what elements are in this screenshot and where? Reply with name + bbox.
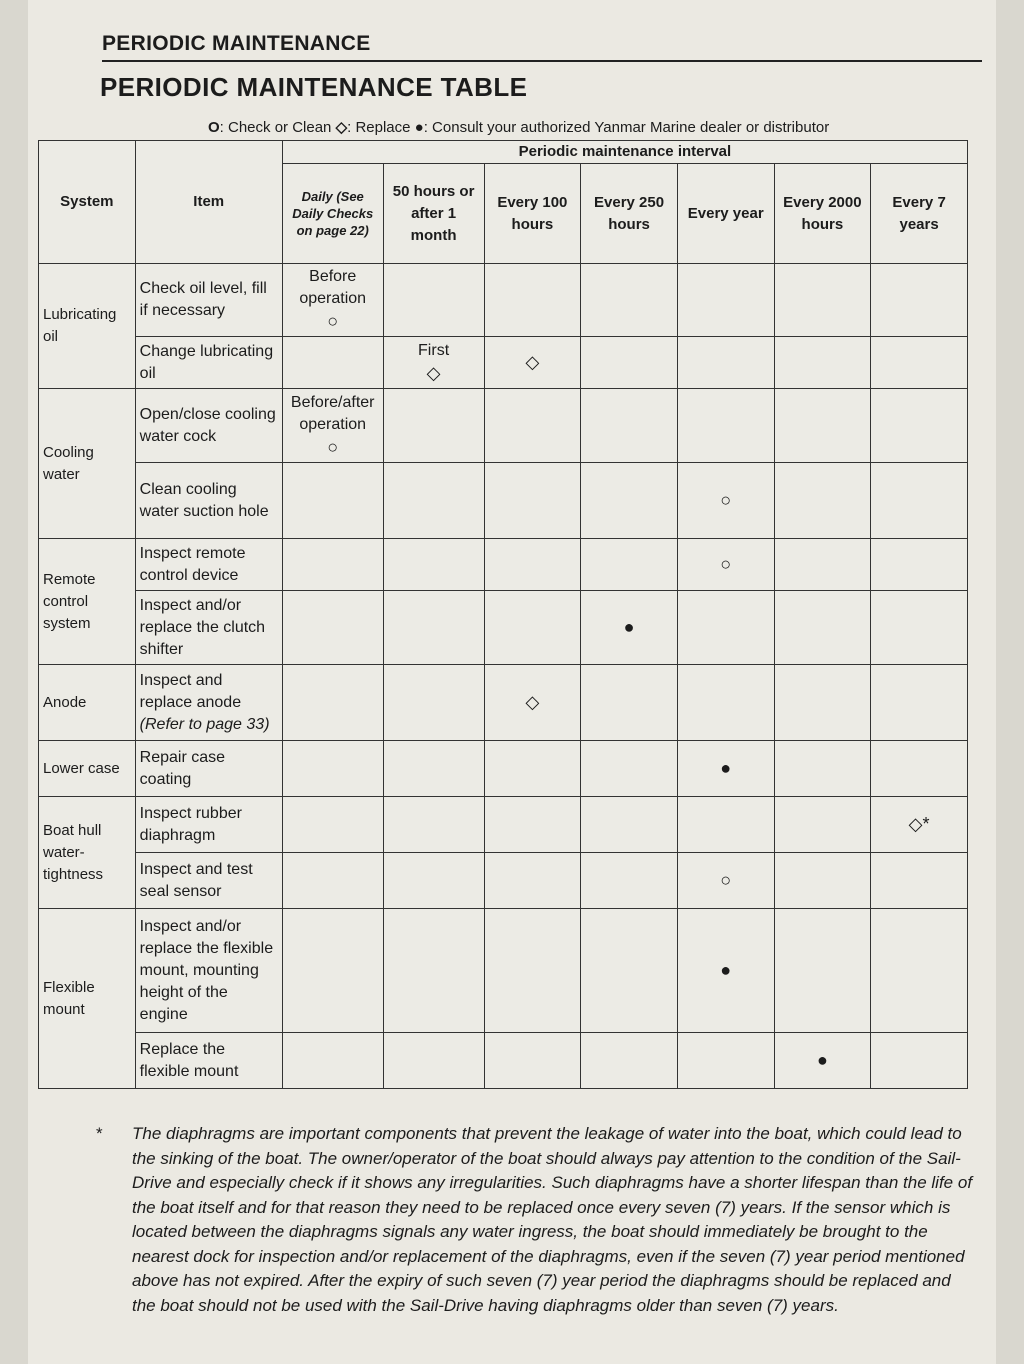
250h-header: Every 250 hours (581, 164, 678, 264)
item-flexible-mount-height: Inspect and/or replace the flexible mount, mounting height of the engine (135, 909, 282, 1033)
cell-250h (581, 591, 678, 665)
cell-100h (484, 665, 581, 741)
check-symbol: O (208, 119, 220, 136)
table-row (39, 741, 968, 797)
consult-mark: ● (623, 616, 635, 637)
consult-mark: ● (816, 1049, 828, 1070)
cell-50h (383, 337, 484, 389)
header-row-1 (39, 141, 968, 164)
item-remote-device: Inspect remote control device (135, 539, 282, 591)
item-clutch-shifter: Inspect and/or replace the clutch shifter (135, 591, 282, 665)
consult-mark: ● (720, 757, 732, 778)
replace-mark: ◇ (426, 362, 441, 383)
table-row (39, 797, 968, 853)
system-header: System (39, 141, 136, 264)
footnote-text: The diaphragms are important components that prevent the leakage of water into the boat, which could lead to the sinking of the boat. The owner/operator of the boat should always pay attention to the condition of the Sail-Drive and especially check if it shows any irregularities. Such diaphragms have a shorter lifespan than the life of the boat itself and for that reason they need to be replaced once every seven (7) years. If the sensor which is located between the diaphragms signals any water ingress, the boat should immediately be brought to the nearest dock for inspection and/or replacement of the diaphragms, even if the seven (7) year period mentioned above has not expired. After the expiry of such seven (7) year period the diaphragms should be replaced and the boat should not be used with the Sail-Drive having diaphragms older than seven (7) years. (132, 1124, 973, 1315)
table-row (39, 665, 968, 741)
check-mark: ○ (327, 311, 339, 331)
50h-header: 50 hours or after 1 month (383, 164, 484, 264)
cell-year (677, 741, 774, 797)
item-anode-text: Inspect and replace anode (139, 671, 242, 711)
item-suction-hole: Clean cooling water suction hole (135, 463, 282, 539)
table-row (39, 264, 968, 337)
item-anode (135, 665, 282, 741)
interval-header: Periodic maintenance interval (282, 141, 967, 164)
item-header: Item (135, 141, 282, 264)
7y-header: Every 7 years (871, 164, 968, 264)
page-title: PERIODIC MAINTENANCE TABLE (100, 72, 528, 102)
check-mark: ○ (327, 436, 339, 457)
cell-100h (484, 337, 581, 389)
footnote (96, 1122, 976, 1318)
cell-year (677, 463, 774, 539)
100h-header: Every 100 hours (484, 164, 581, 264)
item-replace-flexible-mount: Replace the flexible mount (135, 1033, 282, 1089)
table-row (39, 463, 968, 539)
cell-7y (871, 797, 968, 853)
cell-daily (282, 264, 383, 337)
legend (208, 118, 829, 136)
cell-year (677, 539, 774, 591)
before-operation-text: Before operation (299, 268, 367, 307)
section-title: PERIODIC MAINTENANCE (102, 32, 371, 55)
cell-year (677, 853, 774, 909)
system-anode: Anode (39, 665, 136, 741)
table-row (39, 389, 968, 463)
cell-2000h (774, 1033, 871, 1089)
check-legend: : Check or Clean (219, 119, 336, 136)
item-change-oil: Change lubricating oil (135, 337, 282, 389)
year-header: Every year (677, 164, 774, 264)
system-cooling-water: Cooling water (39, 389, 136, 539)
table-row (39, 539, 968, 591)
check-mark: ○ (720, 489, 732, 510)
first-text: First (418, 341, 450, 359)
replace-symbol: ◇ (335, 119, 348, 136)
before-after-operation-text: Before/after operation (290, 393, 375, 433)
replace-mark: ◇ (525, 351, 540, 372)
item-check-oil: Check oil level, fill if necessary (135, 264, 282, 337)
table-row (39, 909, 968, 1033)
replace-legend: : Replace (347, 119, 415, 136)
table-row (39, 853, 968, 909)
consult-mark: ● (720, 959, 732, 980)
system-lower-case: Lower case (39, 741, 136, 797)
cell-daily (282, 389, 383, 463)
consult-symbol: ● (414, 119, 424, 136)
system-boat-hull: Boat hull water-tightness (39, 797, 136, 909)
manual-page (28, 0, 996, 1364)
2000h-header: Every 2000 hours (774, 164, 871, 264)
table-row (39, 337, 968, 389)
system-lubricating-oil: Lubricating oil (39, 264, 136, 389)
footnote-star: * (96, 1124, 103, 1143)
cell-year (677, 909, 774, 1033)
table-row (39, 591, 968, 665)
item-case-coating: Repair case coating (135, 741, 282, 797)
replace-mark: ◇ (525, 691, 540, 712)
item-rubber-diaphragm: Inspect rubber diaphragm (135, 797, 282, 853)
check-mark: ○ (720, 869, 732, 890)
item-cooling-cock: Open/close cooling water cock (135, 389, 282, 463)
item-seal-sensor: Inspect and test seal sensor (135, 853, 282, 909)
system-remote-control: Remote control system (39, 539, 136, 665)
replace-star-mark: ◇* (908, 813, 930, 834)
daily-header: Daily (See Daily Checks on page 22) (282, 164, 383, 264)
check-mark: ○ (720, 553, 732, 574)
maintenance-table (38, 140, 968, 1089)
table-row (39, 1033, 968, 1089)
item-anode-reference: (Refer to page 33) (139, 715, 270, 733)
consult-legend: : Consult your authorized Yanmar Marine dealer or distributor (423, 119, 830, 136)
header-rule (102, 60, 982, 62)
system-flexible-mount: Flexible mount (39, 909, 136, 1089)
